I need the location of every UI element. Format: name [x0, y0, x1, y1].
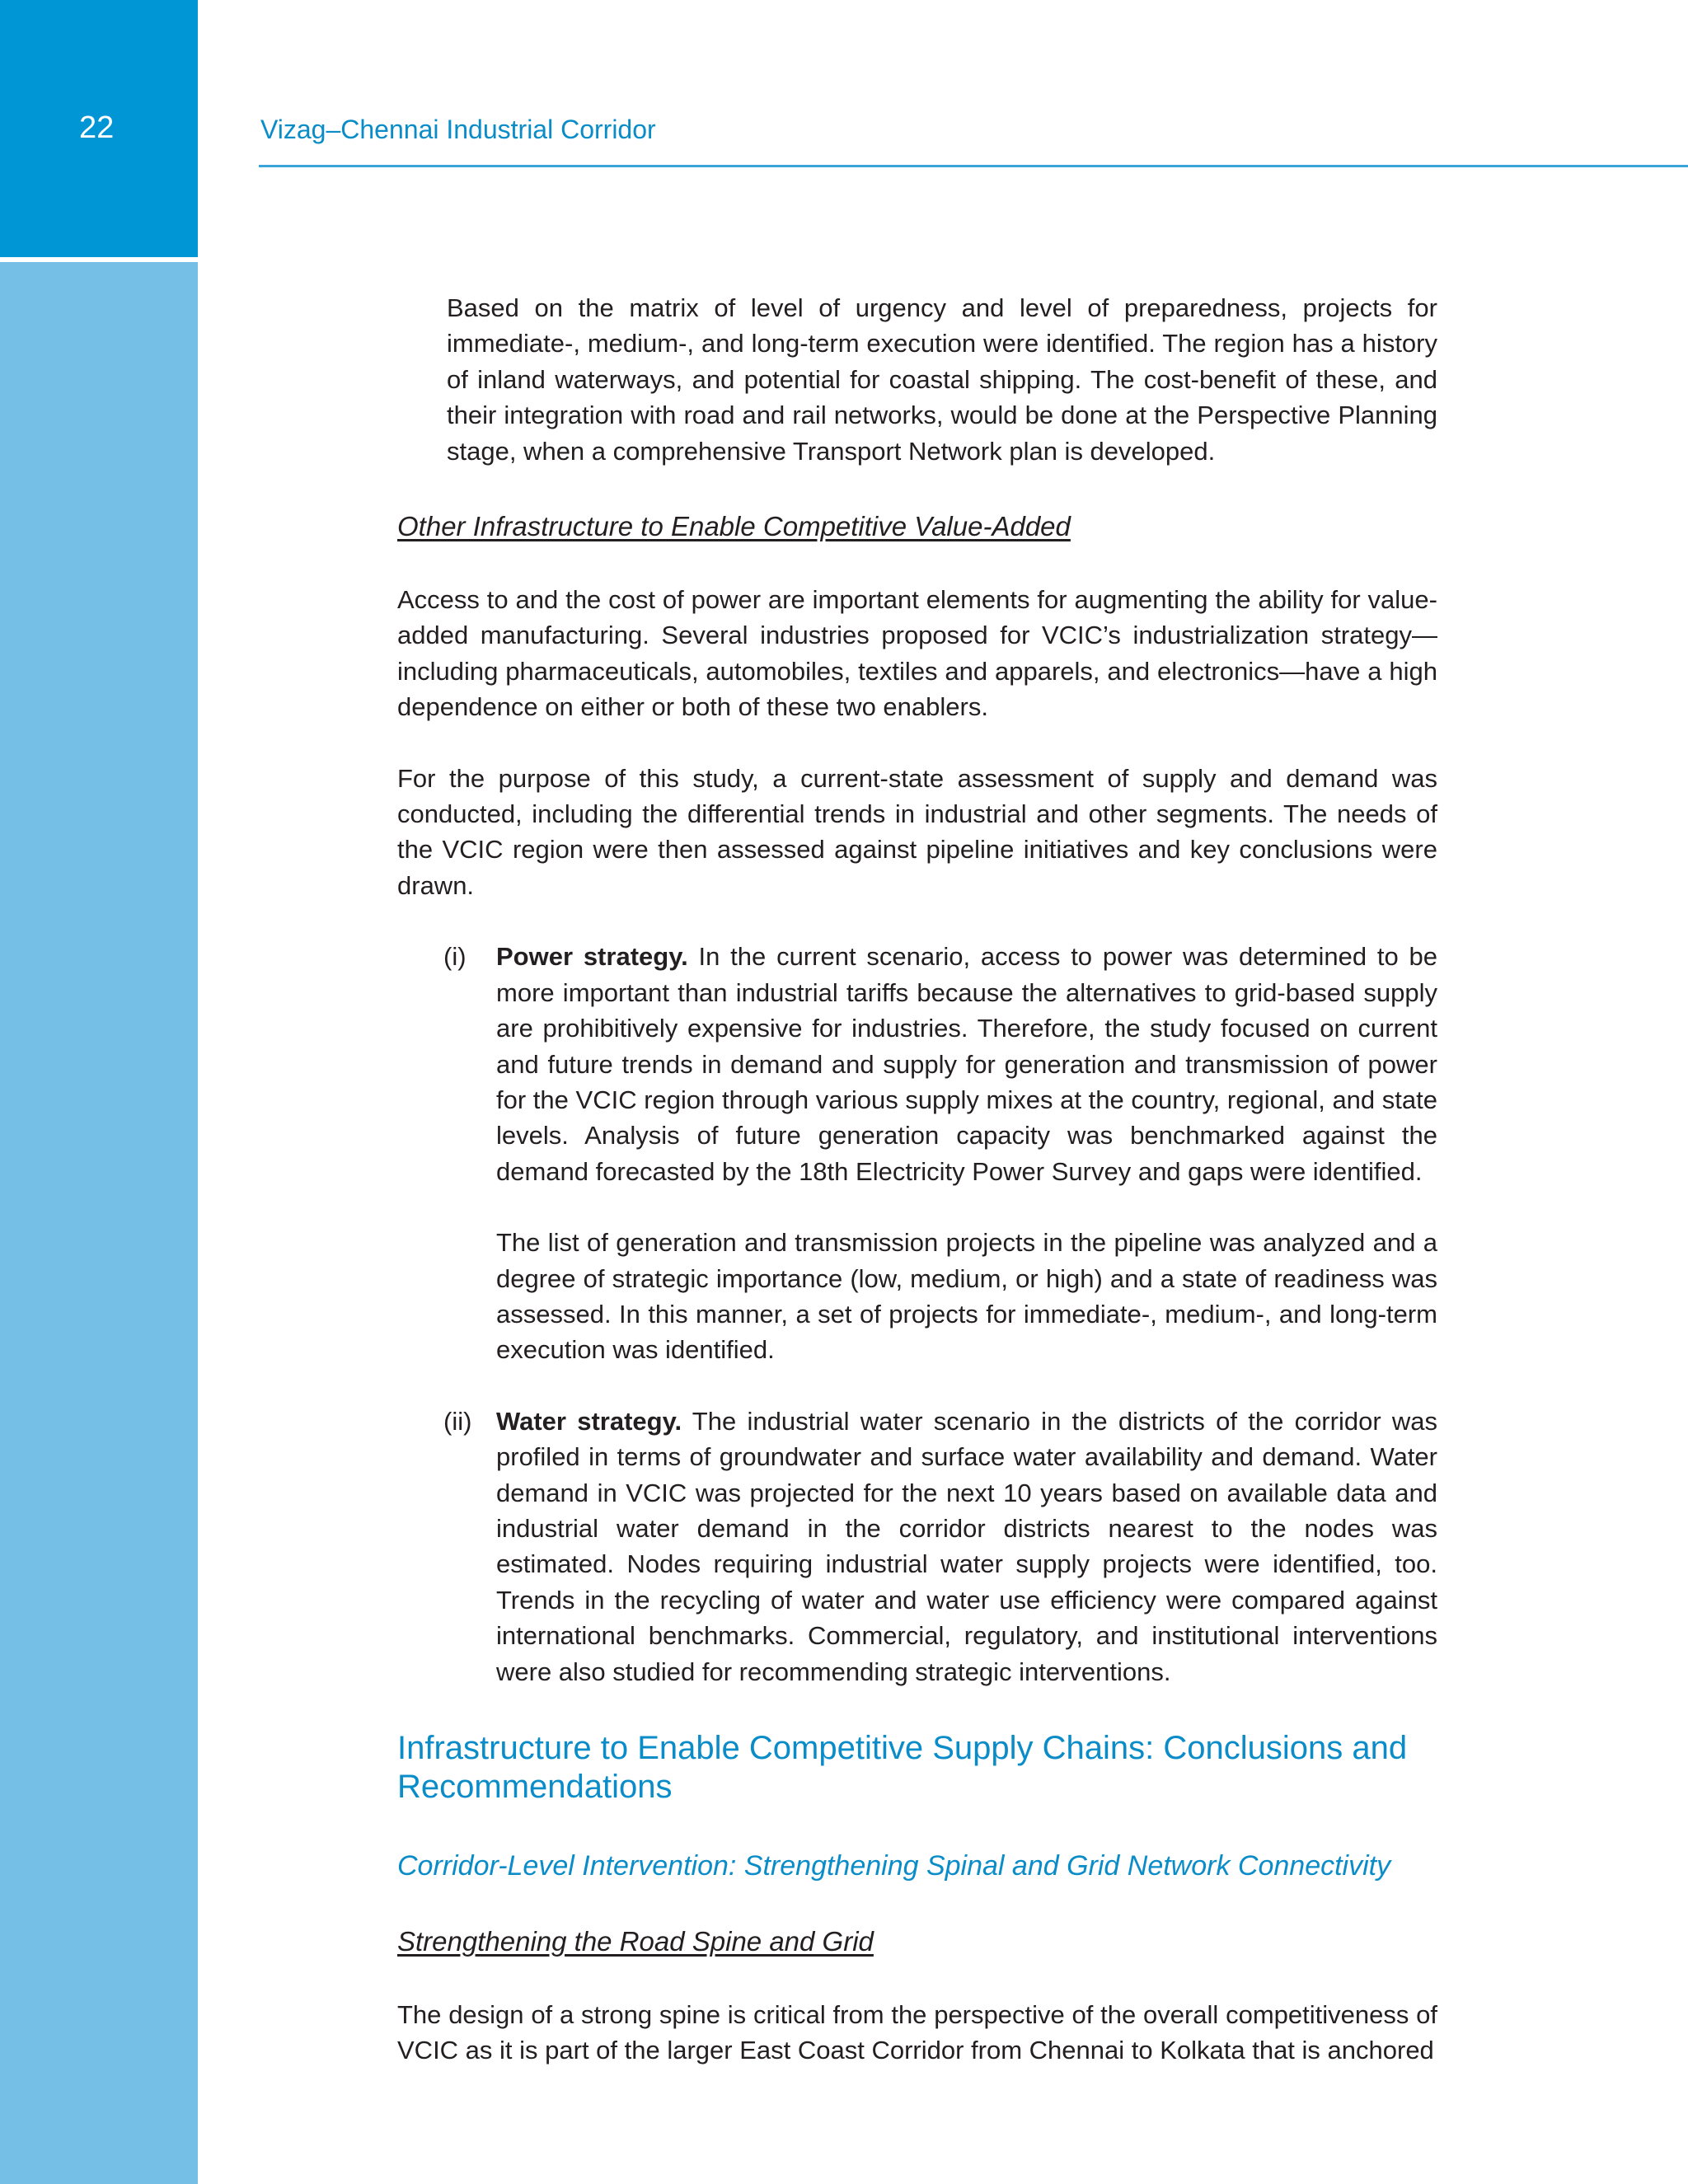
- page-body: [397, 290, 1437, 2069]
- intro-paragraph: Based on the matrix of level of urgency and level of preparedness, projects for immediate-, medium-, and long-term execution were identified. The region has a history of inland waterways, and potential for coastal shipping. The cost-benefit of these, and their integration with road and rail networks, would be done at the Perspective Planning stage, when a comprehensive Transport Network plan is developed.: [447, 293, 1437, 466]
- subheading-other-infrastructure: Other Infrastructure to Enable Competitive Value-Added: [397, 511, 1071, 542]
- list-item-title: Water strategy.: [496, 1406, 682, 1436]
- corridor-heading: Corridor-Level Intervention: Strengthening Spinal and Grid Network Connectivity: [397, 1850, 1391, 1882]
- section-heading: Infrastructure to Enable Competitive Supply Chains: Conclusions and Recommendations: [397, 1730, 1408, 1805]
- list-item-title: Power strategy.: [496, 942, 688, 972]
- list-item-text: [496, 1404, 1437, 1690]
- list-item-body: The industrial water scenario in the districts of the corridor was profiled in terms of groundwater and surface water availability and demand. Water demand in VCIC was projected for the next 10 years based on available data and industrial water demand in the corridor districts nearest to the nodes was estimated. Nodes requiring industrial water supply projects were identified, too. Trends in the recycling of water and water use efficiency were compared against international benchmarks. Commercial, regulatory, and institutional interventions were also studied for recommending strategic interventions.: [496, 1406, 1438, 1686]
- list-marker: (i): [443, 942, 467, 972]
- running-title: Vizag–Chennai Industrial Corridor: [260, 115, 656, 144]
- list-item-text: [496, 939, 1437, 1189]
- sidebar-light-band: [0, 262, 198, 2184]
- list-item-water-strategy: [397, 1404, 1437, 1690]
- paragraph-study-purpose: For the purpose of this study, a current-state assessment of supply and demand was conducted, including the differential trends in industrial and other segments. The needs of the VCIC region were then assessed against pipeline initiatives and key conclusions were drawn.: [397, 763, 1437, 900]
- page-number: 22: [79, 110, 115, 145]
- list-marker: (ii): [443, 1406, 472, 1436]
- subheading-road-spine: Strengthening the Road Spine and Grid: [397, 1926, 874, 1957]
- paragraph-power-access: Access to and the cost of power are important elements for augmenting the ability for value-added manufacturing. Several industries proposed for VCIC’s industrialization strategy—including pharmaceuticals, automobiles, textiles and apparels, and electronics—have a high dependence on either or both of these two enablers.: [397, 585, 1437, 722]
- list-item-continuation: The list of generation and transmission projects in the pipeline was analyzed and a degree of strategic importance (low, medium, or high) and a state of readiness was assessed. In this manner, a set of projects for immediate-, medium-, and long-term execution was identified.: [496, 1228, 1437, 1365]
- paragraph-spine: The design of a strong spine is critical from the perspective of the overall competitiveness of VCIC as it is part of the larger East Coast Corridor from Chennai to Kolkata that is anchored: [397, 2000, 1437, 2065]
- list-item-power-strategy: [397, 939, 1437, 1367]
- header-divider: [259, 165, 1688, 167]
- list-item-body: In the current scenario, access to power was determined to be more important than industrial tariffs because the alternatives to grid-based supply are prohibitively expensive for industries. Therefore, the study focused on current and future trends in demand and supply for generation and transmission of power for the VCIC region through various supply mixes at the country, regional, and state levels. Analysis of future generation capacity was benchmarked against the demand forecasted by the 18th Electricity Power Survey and gaps were identified.: [496, 942, 1437, 1186]
